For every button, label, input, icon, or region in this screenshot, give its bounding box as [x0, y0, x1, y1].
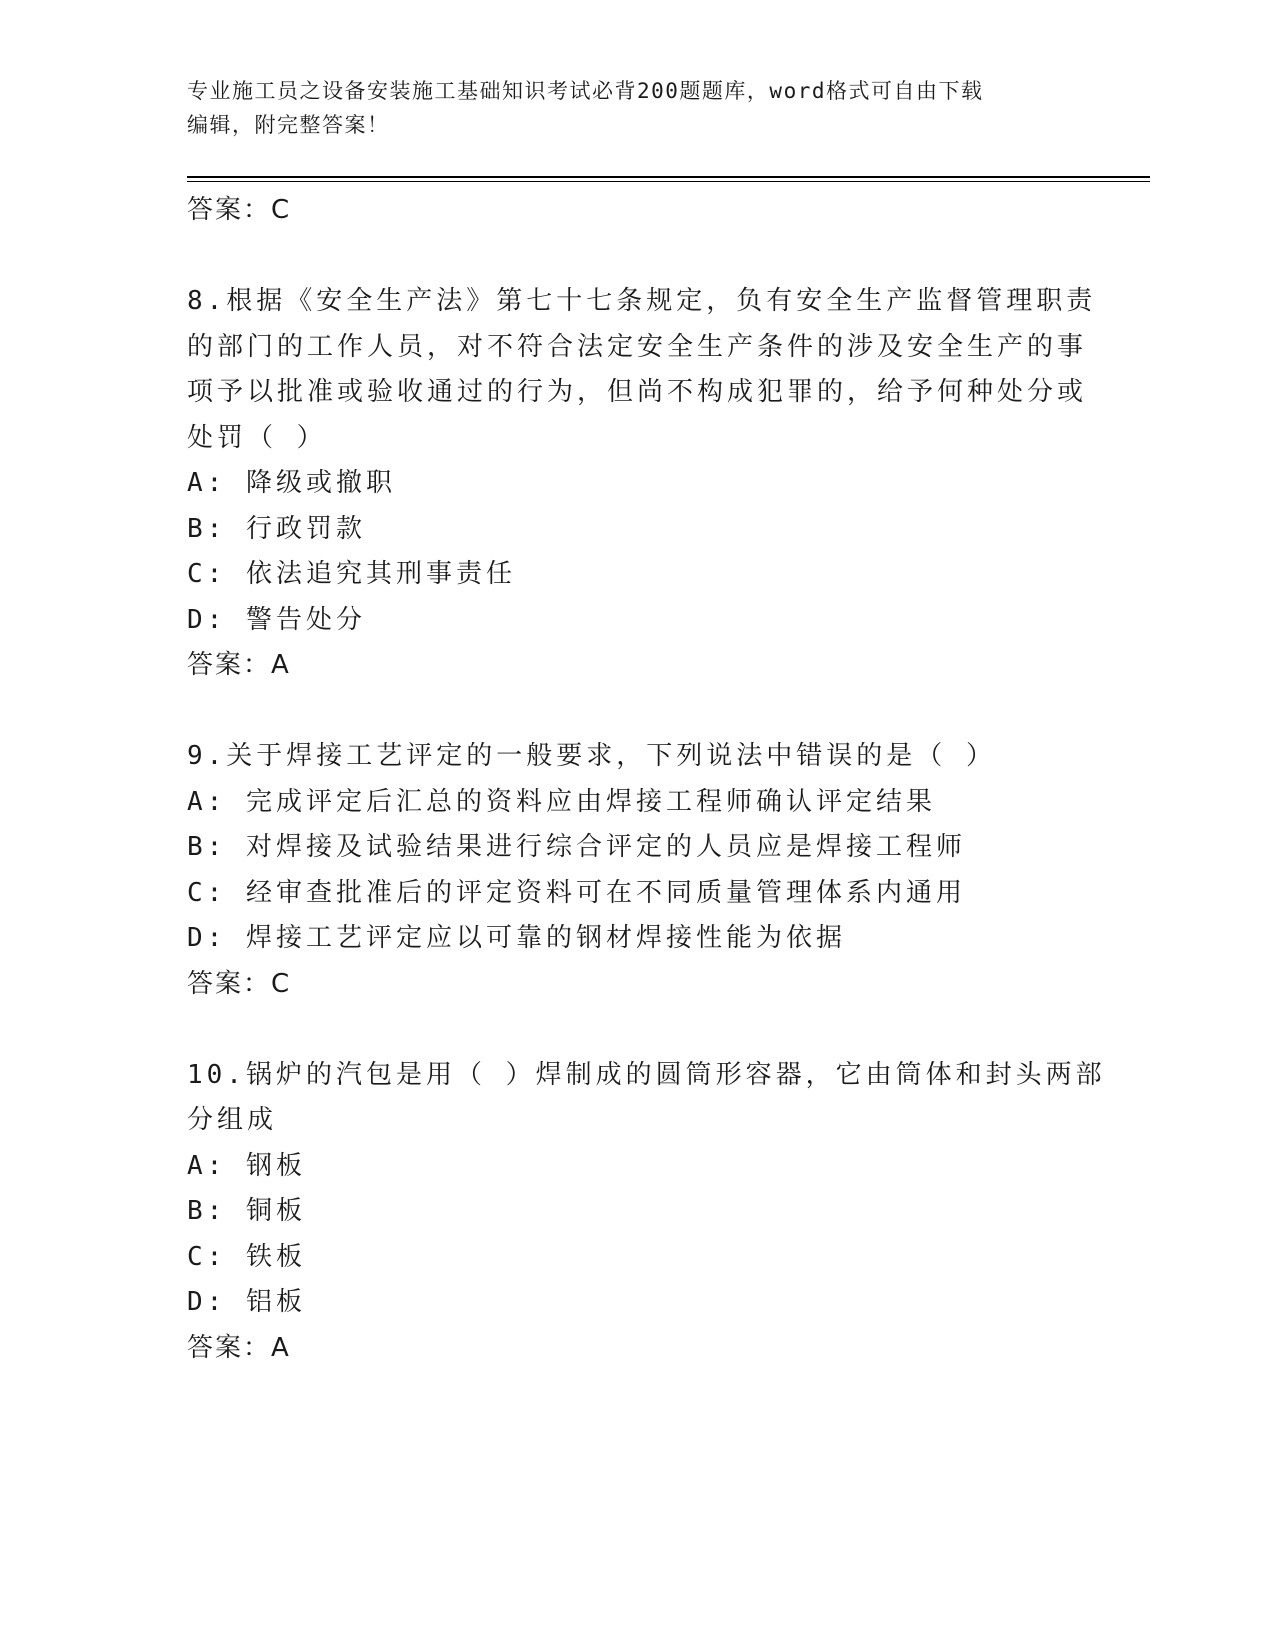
option-b: B: 铜板	[187, 1196, 306, 1226]
question-9	[187, 734, 1067, 1007]
question-10	[187, 1053, 1106, 1372]
question-text-line: 的部门的工作人员，对不符合法定安全生产条件的涉及安全生产的事	[187, 331, 1088, 362]
answer-previous-question: 答案：C	[187, 195, 292, 225]
header-line-1: 专业施工员之设备安装施工基础知识考试必背200题题库，word格式可自由下载	[187, 79, 984, 103]
option-c: C: 依法追究其刑事责任	[187, 559, 516, 589]
question-text-line: 9.关于焊接工艺评定的一般要求，下列说法中错误的是（ ）	[187, 741, 996, 771]
spacer	[187, 234, 1067, 280]
document-body	[187, 188, 1106, 1371]
option-c: C: 铁板	[187, 1241, 306, 1272]
question-8	[187, 279, 1097, 689]
option-a: A: 钢板	[187, 1150, 306, 1181]
option-b: B: 行政罚款	[187, 513, 366, 544]
question-text-line: 项予以批准或验收通过的行为，但尚不构成犯罪的，给予何种处分或	[187, 377, 1088, 407]
header-line-2: 编辑，附完整答案！	[187, 113, 390, 137]
spacer	[187, 1007, 1067, 1053]
spacer	[187, 689, 1067, 735]
answer: 答案：A	[187, 650, 291, 680]
option-d: D: 焊接工艺评定应以可靠的钢材焊接性能为依据	[187, 923, 846, 953]
question-text-line: 10.锅炉的汽包是用（ ）焊制成的圆筒形容器，它由筒体和封头两部	[187, 1059, 1106, 1090]
question-text-line: 8.根据《安全生产法》第七十七条规定，负有安全生产监督管理职责	[187, 286, 1097, 316]
option-b: B: 对焊接及试验结果进行综合评定的人员应是焊接工程师	[187, 832, 966, 862]
answer: 答案：C	[187, 968, 292, 999]
option-a: A: 完成评定后汇总的资料应由焊接工程师确认评定结果	[187, 786, 936, 817]
header-divider-thin	[187, 181, 1150, 182]
question-text-line: 分组成	[187, 1105, 278, 1135]
answer: 答案：A	[187, 1332, 291, 1363]
question-text-line: 处罚（ ）	[187, 422, 327, 453]
option-d: D: 警告处分	[187, 604, 366, 635]
option-c: C: 经审查批准后的评定资料可在不同质量管理体系内通用	[187, 877, 966, 908]
document-header	[187, 74, 1087, 142]
option-a: A: 降级或撤职	[187, 468, 396, 498]
option-d: D: 铝板	[187, 1287, 306, 1317]
header-divider-thick	[187, 176, 1150, 178]
